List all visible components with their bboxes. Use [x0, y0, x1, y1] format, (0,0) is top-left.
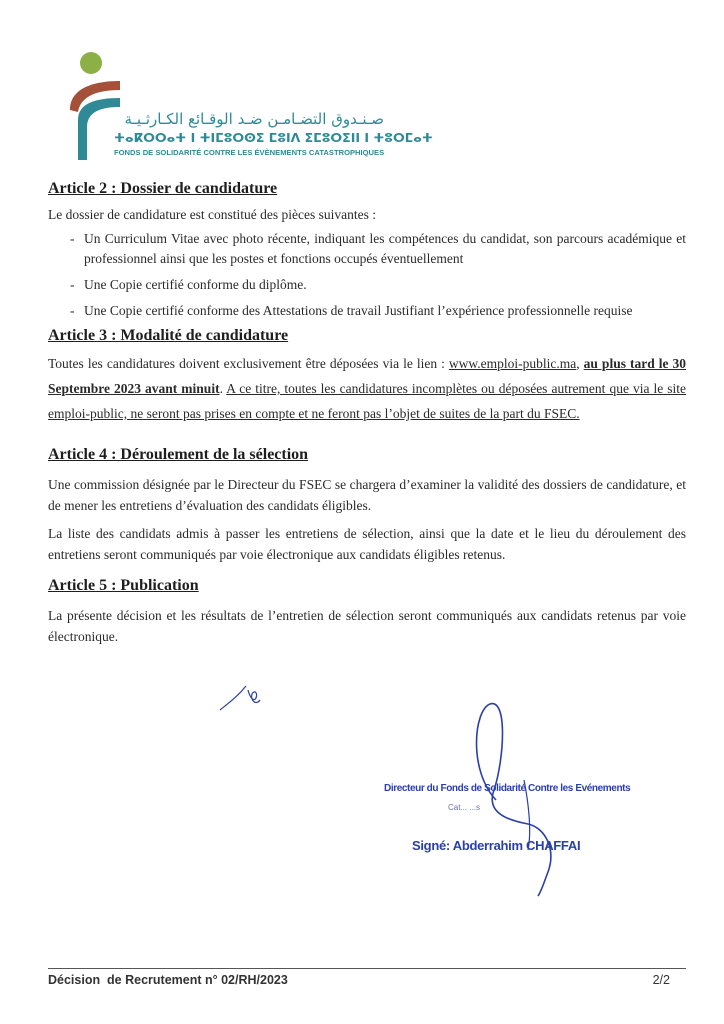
signature-name: Signé: Abderrahim CHAFFAI [412, 838, 581, 853]
article-5-title: Article 5 : Publication [48, 577, 199, 594]
logo-french-text: FONDS DE SOLIDARITÉ CONTRE LES ÉVÈNEMENTS CATASTROPHIQUES [114, 148, 385, 157]
article-3-text-a: Toutes les candidatures doivent exclusivement être déposées via le lien : [48, 356, 449, 371]
article-3-text-b: , [576, 356, 584, 371]
article-4-paragraph-2: La liste des candidats admis à passer les entretiens de sélection, ainsi que la date et le lieu du déroulement des entretiens seront communiqués par voie électronique aux candidats éligibles retenus. [48, 526, 686, 562]
article-3-warning: A ce titre, toutes les candidatures incomplètes ou déposées autrement que via le site emploi-public, ne seront pas prises en compte et ne feront pas l’objet de suites de la part du FSEC. [48, 381, 686, 421]
signature-title: Directeur du Fonds de Solidarité Contre les Evénements [384, 783, 631, 794]
article-4 [48, 446, 686, 565]
fsec-logo [60, 48, 433, 163]
article-3-deadline: au plus tard le 30 Septembre 2023 avant minuit [48, 356, 686, 396]
article-5 [48, 577, 686, 647]
paraph-initials-icon [218, 676, 268, 716]
article-3 [48, 327, 686, 426]
article-5-paragraph: La présente décision et les résultats de l’entretien de sélection seront communiqués aux candidats retenus par voie électronique. [48, 608, 686, 644]
fsec-logo-mark-icon [60, 48, 120, 163]
list-item: - Une Copie certifié conforme des Attestations de travail Justifiant l’expérience professionnelle requise [70, 303, 633, 318]
footer-decision-reference: Décision de Recrutement n° 02/RH/2023 [48, 973, 288, 987]
list-item-text: Une Copie certifié conforme des Attestations de travail Justifiant l’expérience professionnelle requise [84, 303, 633, 318]
footer-divider [48, 968, 686, 969]
article-2 [48, 180, 686, 321]
emploi-public-link[interactable]: www.emploi-public.ma [448, 356, 577, 371]
article-2-list [48, 229, 686, 321]
list-item: - Une Copie certifié conforme du diplôme. [70, 277, 307, 292]
signature-block [378, 700, 631, 900]
list-item-text: Une Copie certifié conforme du diplôme. [84, 277, 307, 292]
logo-arabic-text: صـنـدوق التضـامـن ضـد الوقـائع الكـارثـيـة [124, 110, 384, 128]
handwritten-signature-icon [378, 700, 631, 900]
article-4-paragraph-1: Une commission désignée par le Directeur du FSEC se chargera d’examiner la validité des dossiers de candidature, et de mener les entretiens d’évaluation des candidats éligibles. [48, 477, 686, 513]
list-item-text: Un Curriculum Vitae avec photo récente, indiquant les compétences du candidat, son parcours académique et professionnel ainsi que les postes et fonctions occupés éventuellement [84, 231, 686, 266]
list-item: - Un Curriculum Vitae avec photo récente, indiquant les compétences du candidat, son parcours académique et professionnel ainsi que les postes et fonctions occupés éventuellement [70, 231, 686, 266]
article-3-paragraph [48, 351, 686, 426]
signature-stamp-subtext: Cat... ...s [448, 803, 481, 812]
footer-page-number: 2/2 [652, 973, 670, 987]
article-2-title: Article 2 : Dossier de candidature [48, 180, 278, 197]
article-4-title: Article 4 : Déroulement de la sélection [48, 446, 309, 463]
article-2-intro: Le dossier de candidature est constitué des pièces suivantes : [48, 207, 377, 222]
logo-tifinagh-text: ⵜⴰⴽⵔⵔⴰⵜ ⵏ ⵜⵏⵎⵓⵔⵙⵉ ⵎⵓⵏⴷ ⵉⵎⵓⵔⵉⵏⵏ ⵏ ⵜⵓⵔⵎⴰⵜ [114, 130, 433, 145]
document-body [48, 180, 686, 647]
article-3-title: Article 3 : Modalité de candidature [48, 327, 289, 344]
article-3-text-c: . [219, 381, 227, 396]
